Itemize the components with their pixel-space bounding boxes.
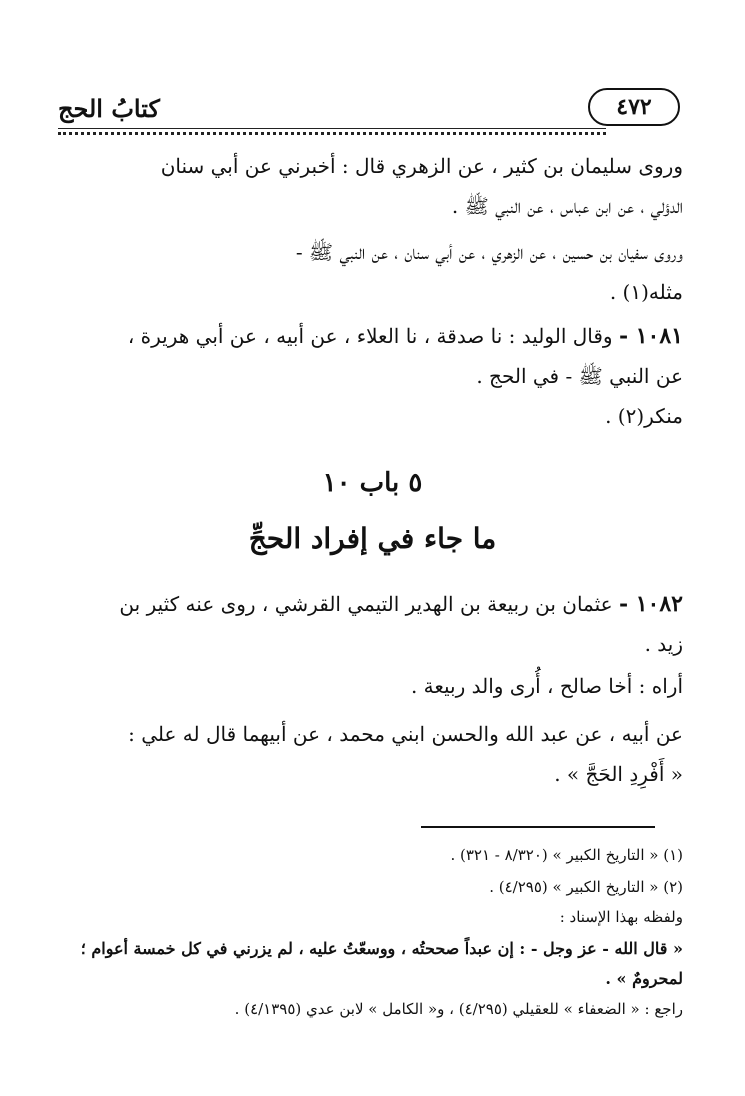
footnote-2-quote-line-2: لمحرومٌ » . [605,969,683,988]
paragraph-4 [63,584,683,664]
footnote-2-references: راجع : « الضعفاء » للعقيلي (٤/٢٩٥) ، و« الكامل » لابن عدي (٤/١٣٩٥) . [234,1000,683,1018]
paragraph-3-line-2: عن النبي ﷺ - في الحج . [476,364,683,388]
header-rule-dotted [58,132,606,135]
book-title: كتابُ الحج [58,94,160,123]
paragraph-5 [63,666,683,706]
paragraph-4-line-2: زيد . [644,632,683,656]
paragraph-3-line-3: منكر(٢) . [605,404,683,428]
page-header [58,86,680,134]
page-number: ٤٧٢ [588,88,680,126]
paragraph-2-line-1: وروى سفيان بن حسين ، عن الزهري ، عن أبي سنان ، عن النبي ﷺ - [295,240,683,264]
paragraph-6-line-1: عن أبيه ، عن عبد الله والحسن ابني محمد ، عن أبيهما قال له علي : [128,722,683,746]
paragraph-1-line-1: وروى سليمان بن كثير ، عن الزهري قال : أخبرني عن أبي سنان [160,154,683,178]
paragraph-6 [63,714,683,794]
hadith-number-1081: ١٠٨١ - [618,323,683,349]
header-rule-solid [58,128,606,129]
hadith-number-1082: ١٠٨٢ - [618,591,683,617]
chapter-label: ٥ باب ١٠ [322,468,423,498]
paragraph-2-line-2: مثله(١) . [609,280,683,304]
footnote-1: (١) « التاريخ الكبير » (٨/٣٢٠ - ٣٢١) . [450,846,683,864]
paragraph-6-line-2: « أَفْرِدِ الحَجَّ » . [554,762,683,786]
chapter-title: ما جاء في إفراد الحجِّ [248,522,497,555]
paragraph-5-line-1: أراه : أخا صالح ، أُرى والد ربيعة . [410,674,683,698]
paragraph-4-line-1: عثمان بن ربيعة بن الهدير التيمي القرشي ، روى عنه كثير بن [119,592,613,616]
paragraph-3 [63,316,683,436]
footnote-2: (٢) « التاريخ الكبير » (٤/٢٩٥) . [489,878,683,896]
footnote-2-quote-line-1: « قال الله - عز وجل - : إن عبداً صححتُه ، ووسعّتُ عليه ، لم يزرني في كل خمسة أعوام ؛ [80,939,683,958]
footnote-separator [421,826,655,828]
paragraph-3-line-1: وقال الوليد : نا صدقة ، نا العلاء ، عن أبيه ، عن أبي هريرة ، [127,324,613,348]
paragraph-1-line-2: الدؤلي ، عن ابن عباس ، عن النبي ﷺ . [451,194,683,218]
paragraph-1 [63,146,683,226]
paragraph-2 [63,232,683,312]
footnote-2-intro: ولفظه بهذا الإسناد : [559,908,683,926]
